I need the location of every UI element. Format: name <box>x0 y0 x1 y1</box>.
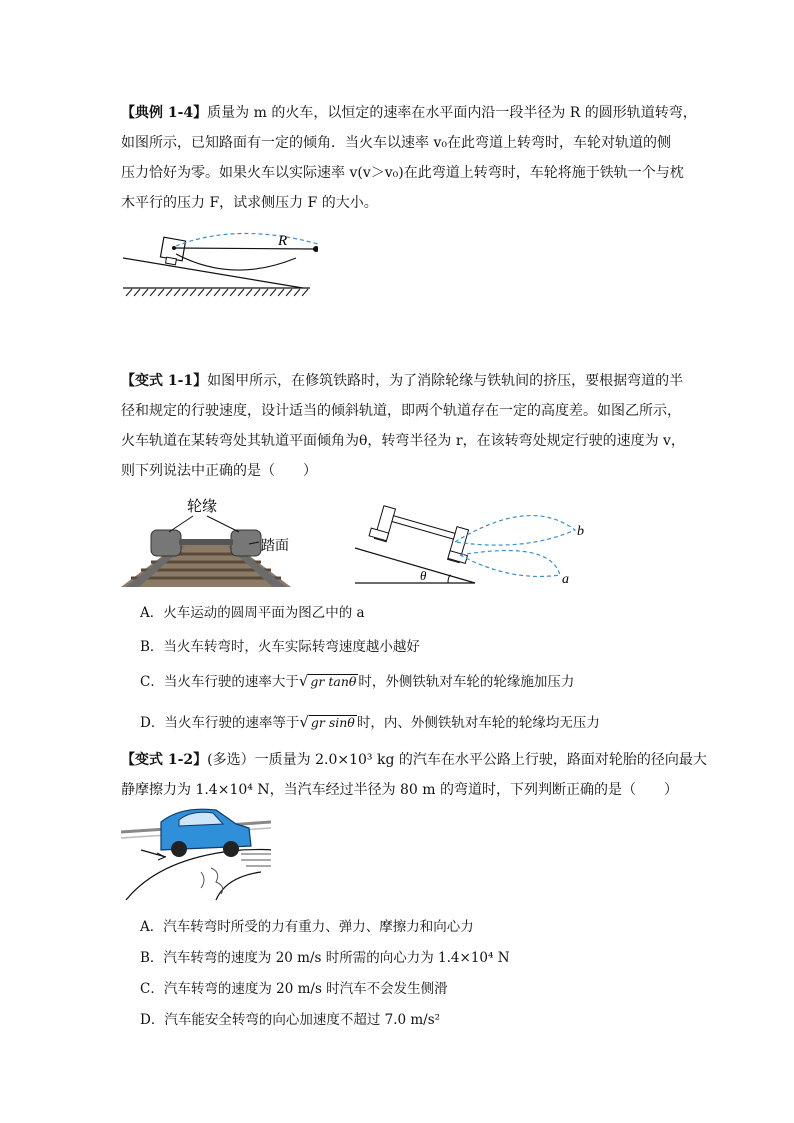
banked-rail-diagram <box>350 500 590 590</box>
question-3-line-1: (多选）一质量为 2.0×10³ kg 的汽车在水平公路上行驶，路面对轮胎的径向最大 <box>207 752 707 768</box>
q3-option-a: A．汽车转弯时所受的力有重力、弹力、摩擦力和向心力 <box>140 919 474 935</box>
question-1-tag: 【典例 1-4】 <box>121 105 208 121</box>
q2-option-a: A．火车运动的圆周平面为图乙中的 a <box>140 605 365 621</box>
q2-option-b: B．当火车转弯时，火车实际转弯速度越小越好 <box>140 639 420 655</box>
question-2-tag: 【变式 1-1】 <box>121 373 208 389</box>
q2-option-d-prefix: D．当火车行驶的速率等于 <box>140 715 300 731</box>
q2-option-c-suffix: 时，外侧铁轨对车轮的轮缘施加压力 <box>358 674 575 690</box>
question-1 <box>121 98 697 218</box>
car-turning-figure <box>121 802 271 902</box>
question-1-line-3: 压力恰好为零。如果火车以实际速率 v(v＞v₀)在此弯道上转弯时，车轮将施于铁轨一个与枕 <box>121 165 684 181</box>
question-2-line-4: 则下列说法中正确的是（ ） <box>121 463 317 479</box>
railway-wheel-figure <box>121 494 291 587</box>
rim-label: 轮缘 <box>187 497 218 515</box>
question-2-line-3: 火车轨道在某转弯处其轨道平面倾角为θ，转弯半径为 r，在该转弯处规定行驶的速度为 v， <box>121 433 685 449</box>
question-1-line-2: 如图所示，已知路面有一定的倾角．当火车以速率 v₀在此弯道上转弯时，车轮对轨道的侧 <box>121 135 671 151</box>
label-b: b <box>577 524 584 539</box>
q2-option-c-radicand: gr tanθ <box>310 674 357 689</box>
q3-option-d: D．汽车能安全转弯的向心加速度不超过 7.0 m/s² <box>140 1012 441 1028</box>
question-3 <box>121 745 707 805</box>
label-a: a <box>562 572 569 587</box>
banked-track-figure <box>118 228 318 300</box>
q3-option-b: B．汽车转弯的速度为 20 m/s 时所需的向心力为 1.4×10⁴ N <box>140 950 510 966</box>
q2-option-d: D．当火车行驶的速率等于√ gr sinθ 时，内、外侧铁轨对车轮的轮缘均无压力 <box>140 713 600 731</box>
question-1-line-1: 质量为 m 的火车，以恒定的速率在水平面内沿一段半径为 R 的圆形轨道转弯， <box>207 105 697 121</box>
question-3-line-2: 静摩擦力为 1.4×10⁴ N，当汽车经过半径为 80 m 的弯道时，下列判断正确的是（ ） <box>121 782 679 798</box>
question-2-line-2: 径和规定的行驶速度，设计适当的倾斜轨道，即两个轨道存在一定的高度差。如图乙所示， <box>121 403 681 419</box>
question-3-tag: 【变式 1-2】 <box>121 752 208 768</box>
question-2 <box>121 366 685 486</box>
radius-label: R <box>278 233 288 249</box>
question-2-line-1: 如图甲所示，在修筑铁路时，为了消除轮缘与铁轨间的挤压，要根据弯道的半 <box>207 373 684 389</box>
q2-option-c-prefix: C．当火车行驶的速率大于 <box>140 674 299 690</box>
q2-option-d-suffix: 时，内、外侧铁轨对车轮的轮缘均无压力 <box>356 715 600 731</box>
label-theta: θ <box>420 568 427 583</box>
q2-option-c: C．当火车行驶的速率大于√ gr tanθ 时，外侧铁轨对车轮的轮缘施加压力 <box>140 672 575 690</box>
q2-option-d-radicand: gr sinθ <box>310 715 355 730</box>
question-1-line-4: 木平行的压力 F，试求侧压力 F 的大小。 <box>121 195 378 211</box>
q3-option-c: C．汽车转弯的速度为 20 m/s 时汽车不会发生侧滑 <box>140 981 448 997</box>
tread-label: 踏面 <box>261 538 289 554</box>
